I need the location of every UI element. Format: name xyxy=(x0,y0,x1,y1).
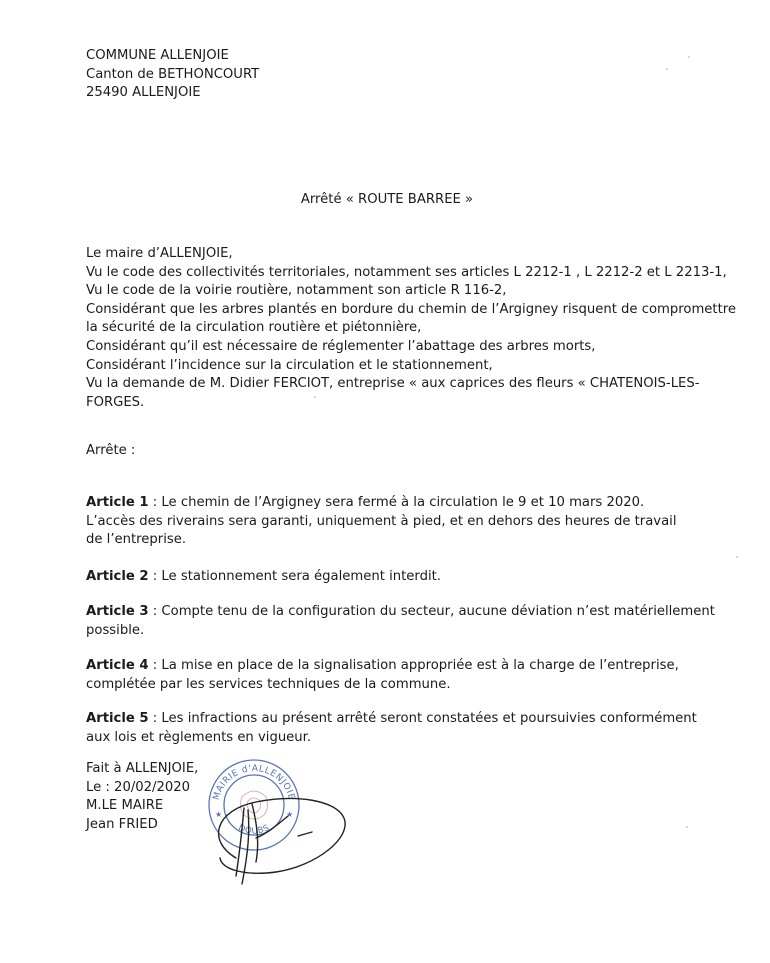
signature-date: Le : 20/02/2020 xyxy=(86,779,191,795)
preamble-line: Considérant que les arbres plantés en bordure du chemin de l’Argigney risquent de compromettre xyxy=(86,301,737,317)
letterhead-canton: Canton de BETHONCOURT xyxy=(86,66,260,82)
article-4 xyxy=(86,657,686,694)
article-1 xyxy=(86,494,686,550)
article-2 xyxy=(86,568,686,587)
stamp-top-text: MAIRIE d'ALLENJOIE xyxy=(211,763,297,802)
document-title: Arrêté « ROUTE BARREE » xyxy=(300,192,474,207)
arrete-label: Arrête : xyxy=(86,443,136,458)
article-5 xyxy=(86,710,697,747)
letterhead xyxy=(86,47,686,103)
article-1-text: de l’entreprise. xyxy=(86,532,187,548)
scan-speck xyxy=(314,396,316,398)
scan-speck xyxy=(688,56,690,58)
letterhead-commune: COMMUNE ALLENJOIE xyxy=(86,48,229,63)
article-3-text: : Compte tenu de la configuration du secteur, aucune déviation n’est matériellement xyxy=(148,604,715,619)
preamble xyxy=(86,245,737,412)
signature-place: Fait à ALLENJOIE, xyxy=(86,761,199,776)
article-4-label: Article 4 xyxy=(86,658,149,673)
article-4-text: : La mise en place de la signalisation appropriée est à la charge de l’entreprise, xyxy=(148,658,679,673)
article-2-text: : Le stationnement sera également interdit. xyxy=(148,569,441,584)
article-2-label: Article 2 xyxy=(86,569,149,584)
stamp-bottom-text: DOUBS xyxy=(236,822,272,837)
article-5-text: : Les infractions au présent arrêté seront constatées et poursuivies conformément xyxy=(148,711,697,726)
scan-speck xyxy=(736,556,738,558)
stamp-star-icon: ★ xyxy=(215,810,223,819)
scan-speck xyxy=(686,826,688,828)
article-3-text: possible. xyxy=(86,622,145,638)
scan-speck xyxy=(666,68,668,70)
article-1-label: Article 1 xyxy=(86,495,149,510)
article-5-label: Article 5 xyxy=(86,711,149,726)
preamble-line: Vu le code des collectivités territoriales, notamment ses articles L 2212-1 , L 2212-2 et L 2213-1, xyxy=(86,264,727,280)
preamble-line: Vu la demande de M. Didier FERCIOT, entreprise « aux caprices des fleurs « CHATENOIS-LES- xyxy=(86,376,700,392)
article-3 xyxy=(86,603,715,640)
article-1-text: : Le chemin de l’Argigney sera fermé à la circulation le 9 et 10 mars 2020. xyxy=(148,495,645,510)
preamble-line: Le maire d’ALLENJOIE, xyxy=(86,246,233,261)
signature-block xyxy=(86,760,686,834)
preamble-line: Vu le code de la voirie routière, notamment son article R 116-2, xyxy=(86,283,507,299)
article-1-text: L’accès des riverains sera garanti, uniquement à pied, et en dehors des heures de travail xyxy=(86,513,677,529)
preamble-line: la sécurité de la circulation routière et piétonnière, xyxy=(86,320,422,336)
preamble-line: Considérant qu’il est nécessaire de réglementer l’abattage des arbres morts, xyxy=(86,338,596,354)
handwritten-signature xyxy=(196,780,366,890)
letterhead-address: 25490 ALLENJOIE xyxy=(86,85,201,101)
stamp-star-icon: ★ xyxy=(286,810,294,819)
signature-title: M.LE MAIRE xyxy=(86,798,164,814)
preamble-line: Considérant l’incidence sur la circulation et le stationnement, xyxy=(86,357,493,373)
article-5-text: aux lois et règlements en vigueur. xyxy=(86,729,312,745)
article-4-text: complétée par les services techniques de la commune. xyxy=(86,676,451,692)
preamble-line: FORGES. xyxy=(86,394,145,410)
article-3-label: Article 3 xyxy=(86,604,149,619)
signature-name: Jean FRIED xyxy=(86,816,158,832)
